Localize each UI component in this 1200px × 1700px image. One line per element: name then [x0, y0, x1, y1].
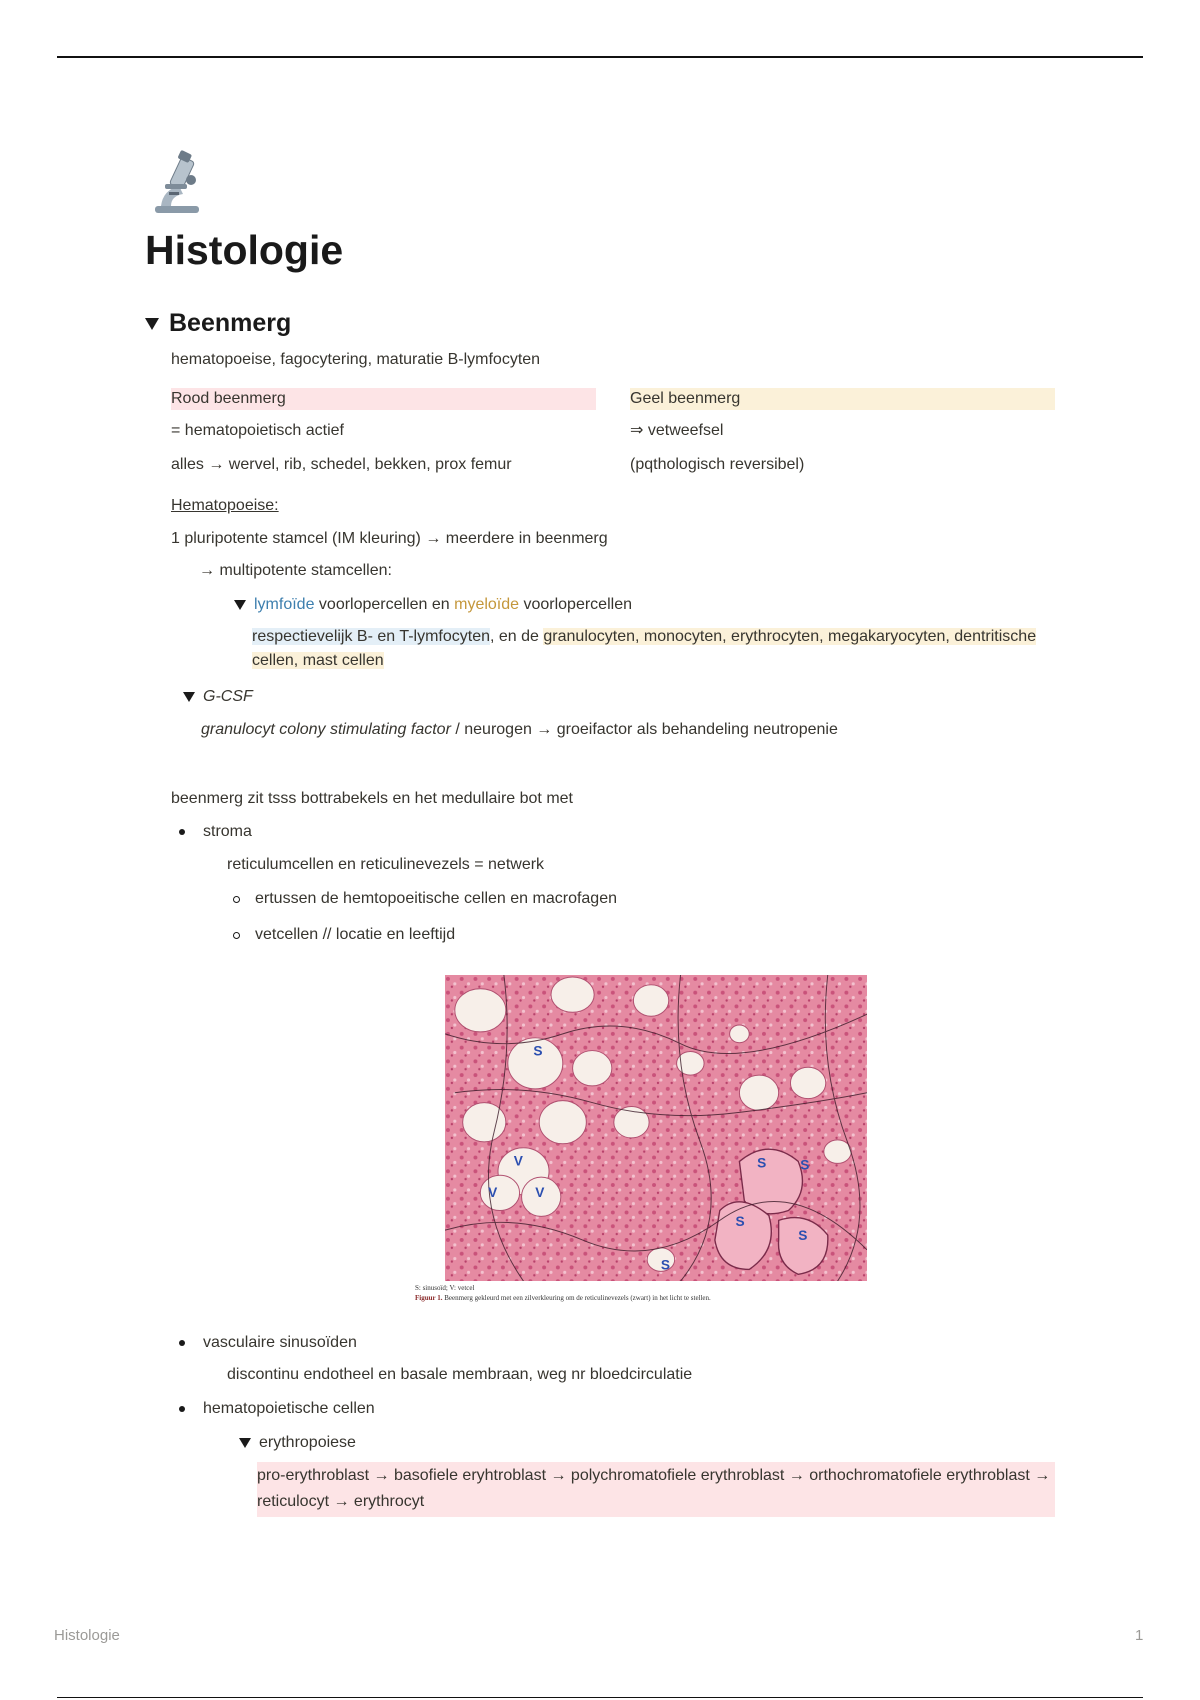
toggle-triangle-icon[interactable]	[183, 692, 195, 702]
figure-caption	[415, 1293, 1055, 1303]
sinusoids-desc: discontinu endotheel en basale membraan, weg nr bloedcirculatie	[227, 1366, 693, 1384]
label-s2: S	[757, 1155, 767, 1171]
label-s6: S	[660, 1257, 671, 1273]
label-v1: V	[513, 1153, 523, 1169]
lymfoide-word: lymfoïde	[254, 596, 315, 614]
bullet-stroma	[171, 820, 1055, 844]
toggle-triangle-icon[interactable]	[145, 318, 159, 330]
red-marrow-heading: Rood beenmerg	[171, 388, 596, 410]
yellow-marrow-line2: (pqthologisch reversibel)	[630, 456, 805, 474]
figure-legend: S: sinusoïd; V: vetcel	[415, 1284, 475, 1293]
label-s5: S	[798, 1228, 808, 1244]
gcsf-title: G-CSF	[203, 688, 253, 706]
gcsf-italic: granulocyt colony stimulating factor	[201, 721, 451, 739]
progenitors-mid: voorlopercellen en	[314, 596, 455, 614]
stroma-desc: reticulumcellen en reticulinevezels = netwerk	[227, 856, 545, 874]
gcsf-text	[201, 718, 1055, 742]
myeloid-highlight: granulocyten, monocyten, erythrocyten, megakaryocyten, dentritische cellen, mast cellen	[252, 628, 1037, 670]
marrow-columns	[171, 388, 1055, 477]
bottom-rule	[57, 1697, 1143, 1698]
myeloide-word: myeloïde	[454, 596, 520, 614]
yellow-marrow-heading: Geel beenmerg	[630, 388, 1055, 410]
bullet-icon	[179, 1406, 185, 1412]
gcsf-rest: / neurogen → groeifactor als behandeling neutropenie	[450, 721, 838, 739]
bullet-icon	[179, 1340, 185, 1346]
cells-label: hematopoietische cellen	[203, 1400, 375, 1418]
stroma-sub1	[227, 887, 1055, 911]
figure-caption-text: Beenmerg gekleurd met een zilverkleuring om de reticulinevezels (zwart) in het licht te stellen.	[442, 1294, 711, 1303]
page-content	[145, 150, 1055, 1517]
red-marrow-line2: alles → wervel, rib, schedel, bekken, prox femur	[171, 456, 512, 474]
erythropoiese-title: erythropoiese	[259, 1434, 356, 1452]
sinusoids-label: vasculaire sinusoïden	[203, 1334, 357, 1352]
progenitors-end: voorlopercellen	[519, 596, 632, 614]
page-title: Histologie	[145, 227, 344, 273]
sub-bullet-icon	[233, 932, 240, 939]
label-v2: V	[488, 1184, 498, 1200]
column-red	[171, 388, 596, 477]
hematopoese-line2: → multipotente stamcellen:	[199, 562, 392, 580]
detail-mid: , en de	[490, 628, 544, 646]
hematopoese-heading: Hematopoeise:	[171, 497, 279, 515]
erythropoiese-desc: pro-erythroblast → basofiele eryhtroblast → polychromatofiele erythroblast → orthochromatofiele erythroblast → reticulocyt → erythrocyt	[257, 1462, 1055, 1517]
footer-page-number: 1	[1135, 1627, 1144, 1644]
stroma-sub1-text: ertussen de hemtopoeitische cellen en macrofagen	[255, 890, 617, 908]
bullet-icon	[179, 829, 185, 835]
toggle-heading-beenmerg[interactable]	[145, 309, 1055, 338]
toggle-erythropoiese[interactable]	[239, 1431, 1055, 1455]
lymphocytes-highlight: respectievelijk B- en T-lymfocyten	[252, 628, 491, 646]
section-intro: hematopoeise, fagocytering, maturatie B-lymfocyten	[171, 351, 541, 369]
microscope-icon	[149, 150, 209, 216]
section-title: Beenmerg	[169, 309, 292, 338]
figure-caption-bold: Figuur 1.	[415, 1294, 443, 1303]
bullet-sinusoids	[171, 1331, 1055, 1355]
toggle-triangle-icon[interactable]	[239, 1438, 251, 1448]
stroma-sub2	[227, 923, 1055, 947]
stroma-label: stroma	[203, 823, 252, 841]
progenitors-detail	[252, 625, 1055, 673]
stroma-sub2-text: vetcellen // locatie en leeftijd	[255, 926, 456, 944]
label-v3: V	[535, 1184, 545, 1200]
red-marrow-line1: = hematopoietisch actief	[171, 422, 344, 440]
label-s3: S	[800, 1157, 810, 1173]
bullet-hematopoietic-cells	[171, 1397, 1055, 1421]
bone-marrow-micrograph	[445, 975, 867, 1281]
top-rule	[57, 56, 1143, 58]
hematopoese-line1: 1 pluripotente stamcel (IM kleuring) → meerdere in beenmerg	[171, 530, 608, 548]
structure-intro: beenmerg zit tsss bottrabekels en het medullaire bot met	[171, 790, 573, 808]
toggle-triangle-icon[interactable]	[234, 600, 246, 610]
label-s4: S	[735, 1214, 745, 1230]
column-yellow	[630, 388, 1055, 477]
toggle-gcsf[interactable]	[183, 685, 1055, 709]
label-s1: S	[533, 1043, 543, 1059]
footer-title: Histologie	[54, 1627, 120, 1644]
yellow-marrow-line1: ⇒ vetweefsel	[630, 422, 724, 440]
toggle-progenitors[interactable]	[234, 593, 1055, 617]
sub-bullet-icon	[233, 896, 240, 903]
